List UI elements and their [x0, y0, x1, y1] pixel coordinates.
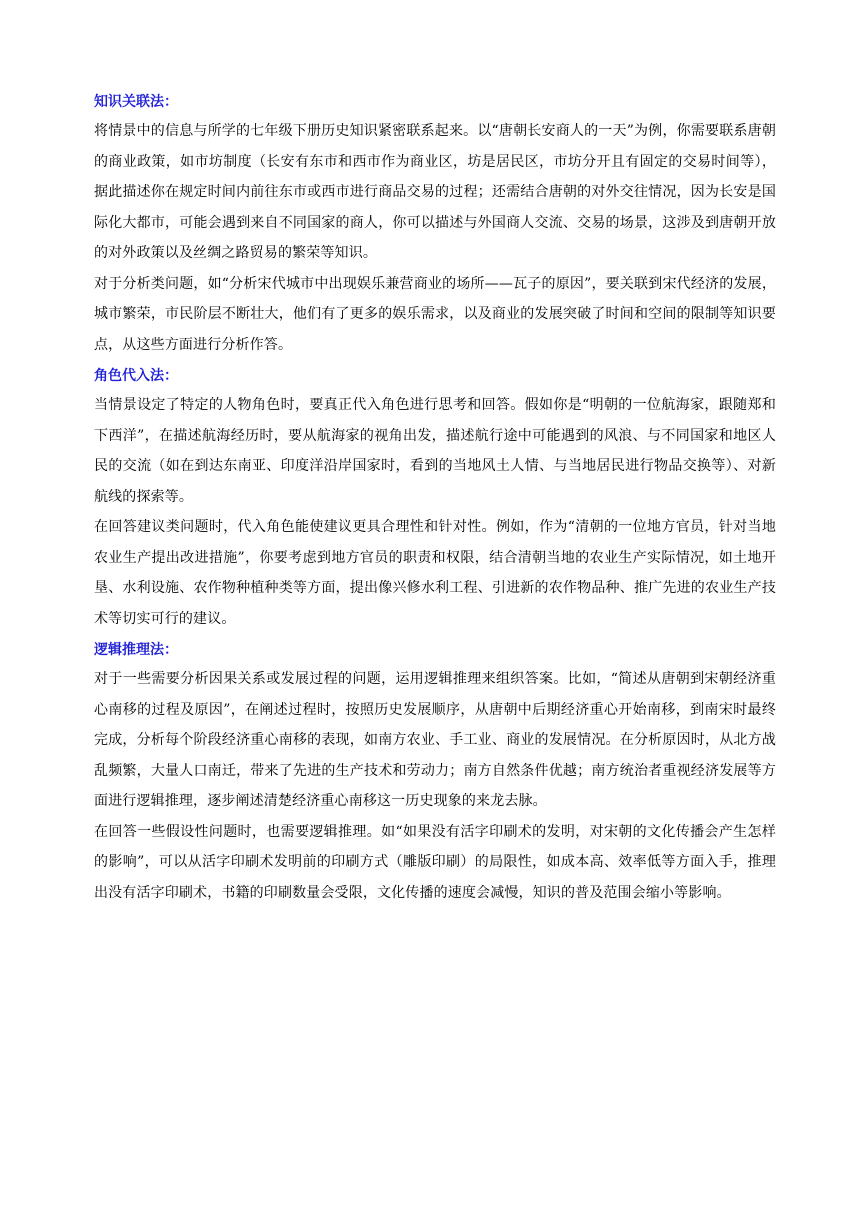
- paragraph: 在回答一些假设性问题时，也需要逻辑推理。如“如果没有活字印刷术的发明，对宋朝的文化传播会产生怎样的影响”，可以从活字印刷术发明前的印刷方式（雕版印刷）的局限性，如成本高、效率低等方面入手，推理出没有活字印刷术，书籍的印刷数量会受限，文化传播的速度会减慢，知识的普及范围会缩小等影响。: [94, 823, 776, 901]
- section-heading: 知识关联法：: [94, 94, 178, 110]
- section-knowledge-association: [94, 86, 776, 360]
- section-heading: 逻辑推理法：: [94, 642, 178, 658]
- paragraph: 对于一些需要分析因果关系或发展过程的问题，运用逻辑推理来组织答案。比如，“简述从唐朝到宋朝经济重心南移的过程及原因”，在阐述过程时，按照历史发展顺序，从唐朝中后期经济重心开始南移，到南宋时最终完成，分析每个阶段经济重心南移的表现，如南方农业、手工业、商业的发展情况。在分析原因时，从北方战乱频繁，大量人口南迁，带来了先进的生产技术和劳动力；南方自然条件优越；南方统治者重视经济发展等方面进行逻辑推理，逐步阐述清楚经济重心南移这一历史现象的来龙去脉。: [94, 671, 776, 809]
- section-heading: 角色代入法：: [94, 368, 178, 384]
- document-page: [94, 86, 776, 908]
- section-logical-reasoning: [94, 634, 776, 908]
- paragraph: 将情景中的信息与所学的七年级下册历史知识紧密联系起来。以“唐朝长安商人的一天”为例，你需要联系唐朝的商业政策，如市坊制度（长安有东市和西市作为商业区，坊是居民区，市坊分开且有固定的交易时间等），据此描述你在规定时间内前往东市或西市进行商品交易的过程；还需结合唐朝的对外交往情况，因为长安是国际化大都市，可能会遇到来自不同国家的商人，你可以描述与外国商人交流、交易的场景，这涉及到唐朝开放的对外政策以及丝绸之路贸易的繁荣等知识。: [94, 123, 776, 261]
- section-role-play: [94, 360, 776, 634]
- paragraph: 当情景设定了特定的人物角色时，要真正代入角色进行思考和回答。假如你是“明朝的一位航海家，跟随郑和下西洋”，在描述航海经历时，要从航海家的视角出发，描述航行途中可能遇到的风浪、与不同国家和地区人民的交流（如在到达东南亚、印度洋沿岸国家时，看到的当地风土人情、与当地居民进行物品交换等）、对新航线的探索等。: [94, 397, 776, 505]
- paragraph: 在回答建议类问题时，代入角色能使建议更具合理性和针对性。例如，作为“清朝的一位地方官员，针对当地农业生产提出改进措施”，你要考虑到地方官员的职责和权限，结合清朝当地的农业生产实际情况，如土地开垦、水利设施、农作物种植种类等方面，提出像兴修水利工程、引进新的农作物品种、推广先进的农业生产技术等切实可行的建议。: [94, 519, 776, 627]
- paragraph: 对于分析类问题，如“分析宋代城市中出现娱乐兼营商业的场所——瓦子的原因”，要关联到宋代经济的发展，城市繁荣，市民阶层不断壮大，他们有了更多的娱乐需求，以及商业的发展突破了时间和空间的限制等知识要点，从这些方面进行分析作答。: [94, 275, 776, 353]
